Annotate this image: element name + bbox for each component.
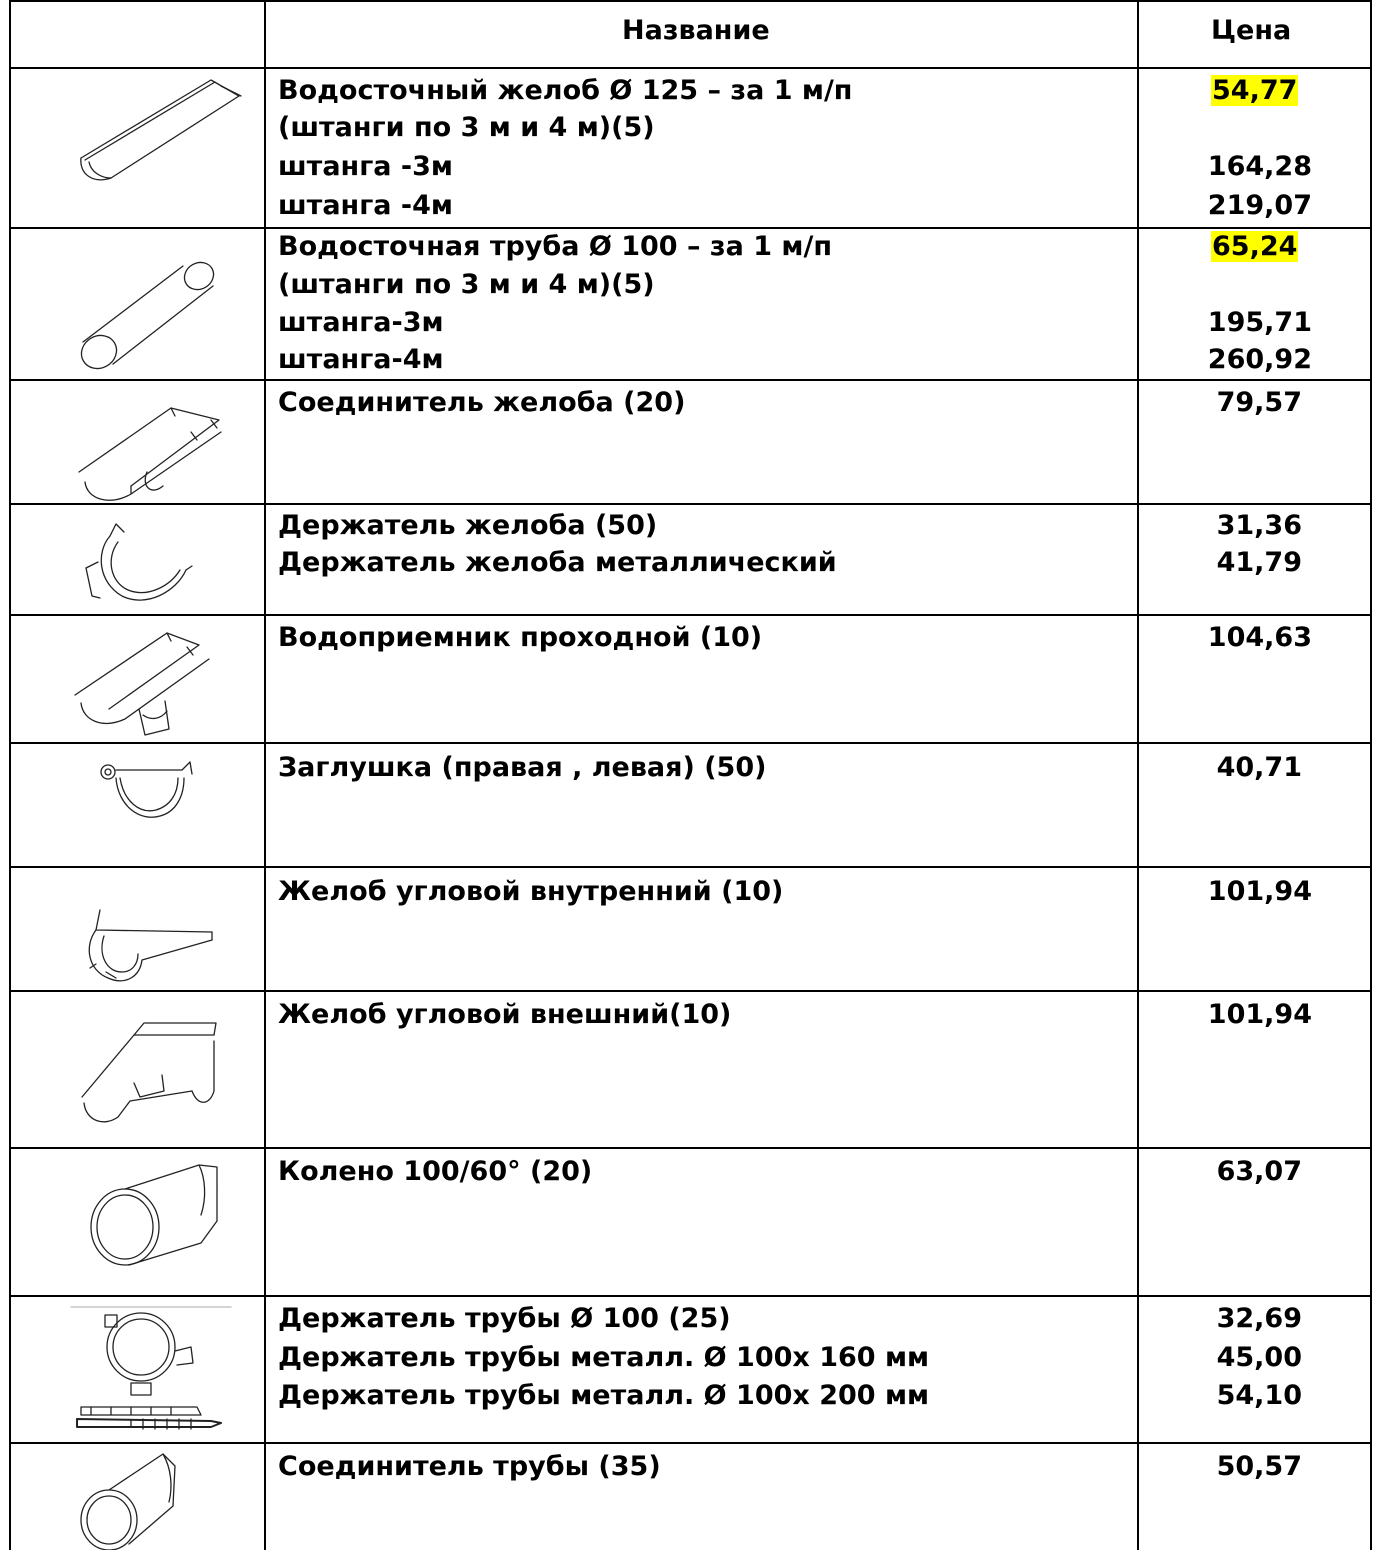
elbow-icon <box>89 1157 229 1272</box>
table-border <box>11 1147 1370 1149</box>
item-name: штанга-3м <box>278 307 444 338</box>
item-price: 50,57 <box>1216 1451 1302 1482</box>
item-price: 63,07 <box>1216 1156 1302 1187</box>
pipe-bracket-icon <box>71 1303 241 1453</box>
item-name: штанга -3м <box>278 151 453 182</box>
item-price: 164,28 <box>1207 151 1312 182</box>
item-name: Водосточный желоб Ø 125 – за 1 м/п <box>278 75 853 106</box>
item-price: 195,71 <box>1207 307 1312 338</box>
item-name: Желоб угловой внешний(10) <box>278 999 732 1030</box>
item-name: штанга-4м <box>278 344 444 375</box>
item-price: 45,00 <box>1216 1342 1302 1373</box>
table-border <box>11 1295 1370 1297</box>
item-name: Держатель трубы металл. Ø 100х 200 мм <box>278 1380 930 1411</box>
item-name: Желоб угловой внутренний (10) <box>278 876 784 907</box>
item-price: 40,71 <box>1216 752 1302 783</box>
item-name: Заглушка (правая , левая) (50) <box>278 752 767 783</box>
table-border <box>11 866 1370 868</box>
gutter-bracket-icon <box>76 512 206 612</box>
column-divider <box>1137 0 1139 1550</box>
item-price: 31,36 <box>1216 510 1302 541</box>
item-name: Соединитель желоба (20) <box>278 387 686 418</box>
header-name: Название <box>622 15 770 46</box>
item-name: Держатель трубы Ø 100 (25) <box>278 1303 731 1334</box>
item-name: Держатель желоба металлический <box>278 547 837 578</box>
table-border <box>11 379 1370 381</box>
item-price: 101,94 <box>1207 999 1312 1030</box>
gutter-connector-icon <box>71 396 241 506</box>
running-outlet-icon <box>69 625 239 743</box>
downpipe-icon <box>69 236 249 376</box>
end-cap-icon <box>96 756 206 834</box>
gutter-icon <box>71 74 251 194</box>
item-price: 260,92 <box>1207 344 1312 375</box>
pipe-connector-icon <box>77 1446 197 1550</box>
table-border <box>11 67 1370 69</box>
item-name: Соединитель трубы (35) <box>278 1451 661 1482</box>
item-price-highlighted: 54,77 <box>1212 75 1298 106</box>
external-corner-icon <box>74 1011 224 1131</box>
price-table <box>9 0 1372 1550</box>
item-name: (штанги по 3 м и 4 м)(5) <box>278 112 655 143</box>
item-price-cell <box>1211 228 1298 265</box>
item-price-cell <box>1211 72 1298 109</box>
item-price-highlighted: 65,24 <box>1212 231 1298 262</box>
item-name: Колено 100/60° (20) <box>278 1156 593 1187</box>
item-name: Держатель желоба (50) <box>278 510 658 541</box>
item-name: (штанги по 3 м и 4 м)(5) <box>278 269 655 300</box>
item-name: Водосточная труба Ø 100 – за 1 м/п <box>278 231 832 262</box>
item-price: 101,94 <box>1207 876 1312 907</box>
table-border <box>11 0 1370 2</box>
item-price: 41,79 <box>1216 547 1302 578</box>
item-name: Держатель трубы металл. Ø 100х 160 мм <box>278 1342 930 1373</box>
header-price: Цена <box>1211 15 1292 46</box>
internal-corner-icon <box>76 906 226 992</box>
table-border <box>11 614 1370 616</box>
item-name: Водоприемник проходной (10) <box>278 622 763 653</box>
item-price: 219,07 <box>1207 190 1312 221</box>
item-price: 104,63 <box>1207 622 1312 653</box>
column-divider <box>264 0 266 1550</box>
item-price: 32,69 <box>1216 1303 1302 1334</box>
item-price: 54,10 <box>1216 1380 1302 1411</box>
item-name: штанга -4м <box>278 190 453 221</box>
item-price: 79,57 <box>1216 387 1302 418</box>
